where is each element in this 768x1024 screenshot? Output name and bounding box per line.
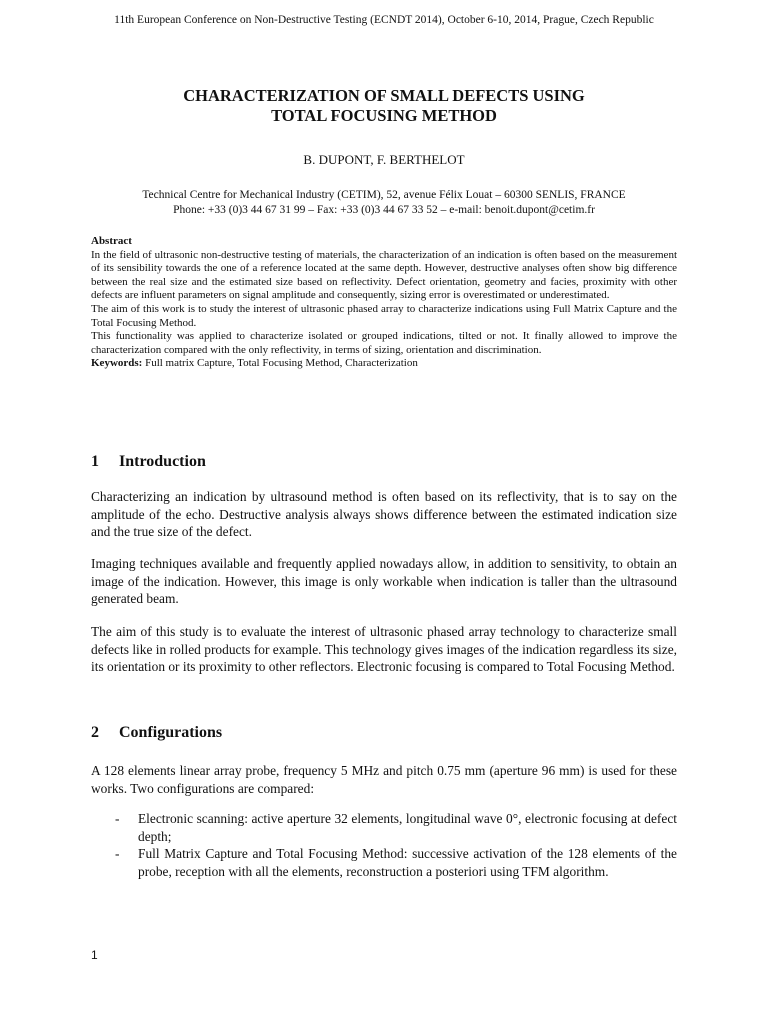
paper-title [0, 86, 768, 126]
section-number: 1 [91, 453, 99, 470]
list-item [91, 845, 677, 880]
keywords [91, 357, 677, 371]
intro-paragraph-2: Imaging techniques available and frequently applied nowadays allow, in addition to sensitivity, to obtain an image of the indication. However, this image is only workable when indication is taller than the ultrasound generated beam. [91, 556, 677, 606]
section-number: 2 [91, 724, 99, 741]
bullet-dash: - [115, 811, 120, 826]
abstract-paragraph-1: In the field of ultrasonic non-destructive testing of materials, the characterization of an indication is often based on the measurement of its sensibility towards the one of a reference located at the same depth. However, destructive analyses often show big difference between the real size and the estimated size based on reflectivity. Defect orientation, geometry and facies, proximity with other defects are influent parameters on signal amplitude and consequently, sizing error is overestimated or underestimated. [91, 248, 677, 302]
list-item [91, 810, 677, 845]
affiliation-line-2: Phone: +33 (0)3 44 67 31 99 – Fax: +33 (0)3 44 67 33 52 – e-mail: benoit.dupont@cetim.fr [173, 204, 595, 216]
paper-title-line-2: TOTAL FOCUSING METHOD [271, 106, 497, 125]
bullet-dash: - [115, 846, 120, 861]
running-header: 11th European Conference on Non-Destructive Testing (ECNDT 2014), October 6-10, 2014, Prague, Czech Republic [114, 14, 654, 26]
page-number: 1 [91, 948, 98, 962]
abstract [91, 235, 677, 371]
abstract-paragraph-2: The aim of this work is to study the interest of ultrasonic phased array to characterize indications using Full Matrix Capture and the Total Focusing Method. [91, 302, 677, 329]
section-heading-introduction [91, 453, 206, 471]
affiliation-line-1: Technical Centre for Mechanical Industry (CETIM), 52, avenue Félix Louat – 60300 SENLIS, FRANCE [142, 189, 626, 201]
abstract-paragraph-3: This functionality was applied to characterize isolated or grouped indications, tilted or not. It finally allowed to improve the characterization compared with the only reflectivity, in terms of sizing, orientation and discrimination. [91, 330, 677, 356]
keywords-label: Keywords: [91, 357, 143, 370]
abstract-heading: Abstract [91, 235, 132, 247]
authors: B. DUPONT, F. BERTHELOT [303, 152, 465, 167]
config-bullet-list [91, 810, 677, 880]
section-title: Introduction [119, 453, 206, 470]
paper-title-line-1: CHARACTERIZATION OF SMALL DEFECTS USING [183, 86, 585, 105]
affiliation [0, 188, 768, 218]
list-item-text: Full Matrix Capture and Total Focusing Method: successive activation of the 128 elements of the probe, reception with all the elements, reconstruction a posteriori using TFM algorithm. [138, 846, 677, 879]
list-item-text: Electronic scanning: active aperture 32 elements, longitudinal wave 0°, electronic focusing at defect depth; [138, 811, 677, 844]
section-heading-configurations [91, 724, 222, 742]
keywords-text: Full matrix Capture, Total Focusing Method, Characterization [145, 357, 418, 370]
intro-paragraph-3: The aim of this study is to evaluate the interest of ultrasonic phased array technology to characterize small defects like in rolled products for example. This technology gives images of the indication regardless its size, its orientation or its proximity to other reflectors. Electronic focusing is compared to Total Focusing Method. [91, 624, 677, 674]
section-title: Configurations [119, 724, 223, 741]
config-paragraph-1: A 128 elements linear array probe, frequency 5 MHz and pitch 0.75 mm (aperture 96 mm) is used for these works. Two configurations are compared: [91, 763, 677, 796]
intro-paragraph-1: Characterizing an indication by ultrasound method is often based on its reflectivity, that is to say on the amplitude of the echo. Destructive analysis always shows difference between the estimated indication size and the true size of the defect. [91, 489, 677, 539]
